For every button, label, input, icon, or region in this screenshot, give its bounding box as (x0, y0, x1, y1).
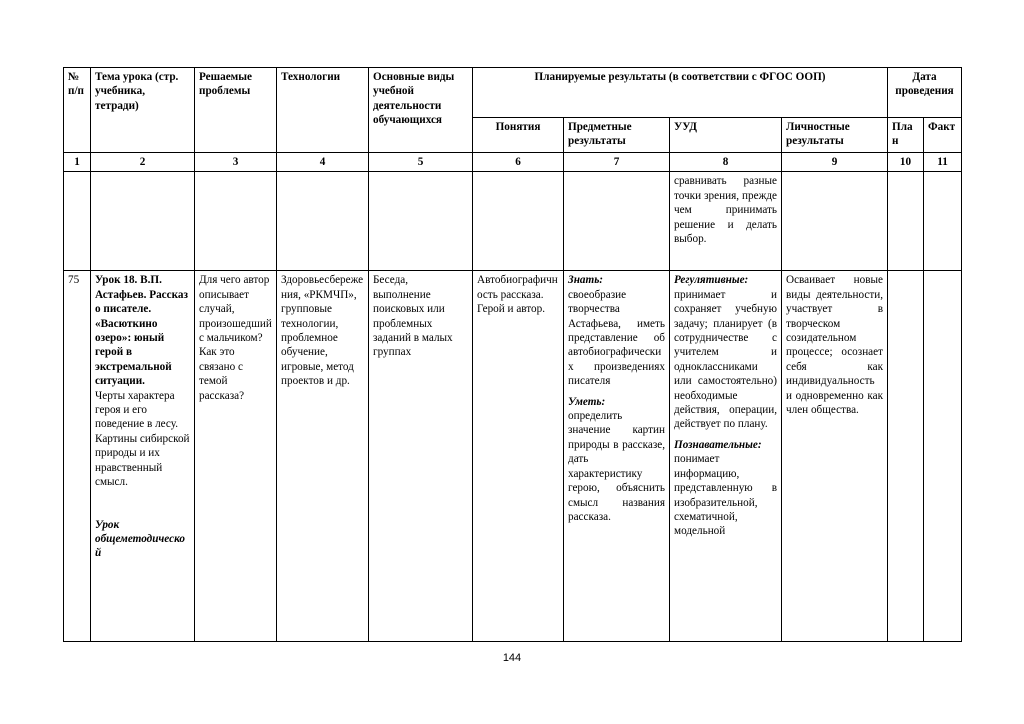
fact-date-cell (924, 271, 962, 642)
header-concepts: Понятия (473, 118, 564, 153)
col-number-5: 5 (369, 153, 473, 172)
uud-cell (670, 271, 782, 642)
col-number-10: 10 (888, 153, 924, 172)
topic-cell (91, 271, 195, 642)
continued-uud-cell: сравнивать разные точки зрения, прежде чем принимать решение и делать выбор. (670, 172, 782, 271)
can-text: определить значение картин природы в рассказе, дать характеристику герою, объяснить смысл названия рассказа. (568, 410, 665, 523)
page-number: 144 (502, 652, 522, 664)
col-number-4: 4 (277, 153, 369, 172)
header-fact: Факт (924, 118, 962, 153)
know-label: Знать: (568, 274, 604, 287)
topic-text: Черты характера героя и его поведение в лесу. Картины сибирской природы и их нравственный смысл. (95, 389, 190, 489)
header-topic: Тема урока (стр. учебника, тетради) (91, 68, 195, 153)
lesson-row-75 (64, 271, 962, 642)
col-number-11: 11 (924, 153, 962, 172)
col-number-2: 2 (91, 153, 195, 172)
header-activities: Основные виды учебной деятельности обучающихся (369, 68, 473, 153)
col-number-7: 7 (564, 153, 670, 172)
header-technologies: Технологии (277, 68, 369, 153)
cognitive-label: Познавательные: (674, 438, 762, 451)
header-plan: План (888, 118, 924, 153)
header-subject-results: Предметные результаты (564, 118, 670, 153)
lesson-plan-table (63, 67, 962, 642)
column-number-row (64, 153, 962, 172)
topic-lesson-type: Урок общеметодической (95, 518, 185, 560)
col-number-1: 1 (64, 153, 91, 172)
header-date: Дата проведения (888, 68, 962, 118)
know-text: своеобразие творчества Астафьева, иметь представление об автобиографических произведениях писателя (568, 288, 665, 388)
header-personal-results: Личностные результаты (782, 118, 888, 153)
regulative-text: принимает и сохраняет учебную задачу; планирует (в сотрудничестве с учителем и одноклассниками или самостоятельно) необходимые действия, операции, действует по плану. (674, 288, 777, 431)
cognitive-text: понимает информацию, представленную в изобразительной, схематичной, модельной (674, 453, 777, 538)
row-number: 75 (64, 271, 91, 642)
topic-title: Урок 18. В.П. Астафьев. Рассказ о писателе. «Васюткино озеро»: юный герой в экстремальной ситуации. (95, 274, 188, 388)
header-problems: Решаемые проблемы (195, 68, 277, 153)
header-uud: УУД (670, 118, 782, 153)
activities-cell: Беседа, выполнение поисковых или проблемных заданий в малых группах (369, 271, 473, 642)
col-number-3: 3 (195, 153, 277, 172)
problems-cell: Для чего автор описывает случай, произошедший с мальчиком? Как это связано с темой рассказа? (195, 271, 277, 642)
regulative-label: Регулятивные: (674, 274, 749, 287)
subject-results-cell (564, 271, 670, 642)
header-planned-results: Планируемые результаты (в соответствии с ФГОС ООП) (473, 68, 888, 118)
plan-date-cell (888, 271, 924, 642)
col-number-6: 6 (473, 153, 564, 172)
col-number-8: 8 (670, 153, 782, 172)
personal-results-cell: Осваивает новые виды деятельности, участвует в творческом созидательном процессе; осознает себя как индивидуальность и одновременно как член общества. (782, 271, 888, 642)
continued-row (64, 172, 962, 271)
header-num: № п/п (64, 68, 91, 153)
col-number-9: 9 (782, 153, 888, 172)
can-label: Уметь: (568, 395, 606, 408)
technologies-cell: Здоровьесбережения, «РКМЧП», групповые технологии, проблемное обучение, игровые, метод проектов и др. (277, 271, 369, 642)
concepts-cell: Автобиографичность рассказа. Герой и автор. (473, 271, 564, 642)
header-row-1 (64, 68, 962, 118)
